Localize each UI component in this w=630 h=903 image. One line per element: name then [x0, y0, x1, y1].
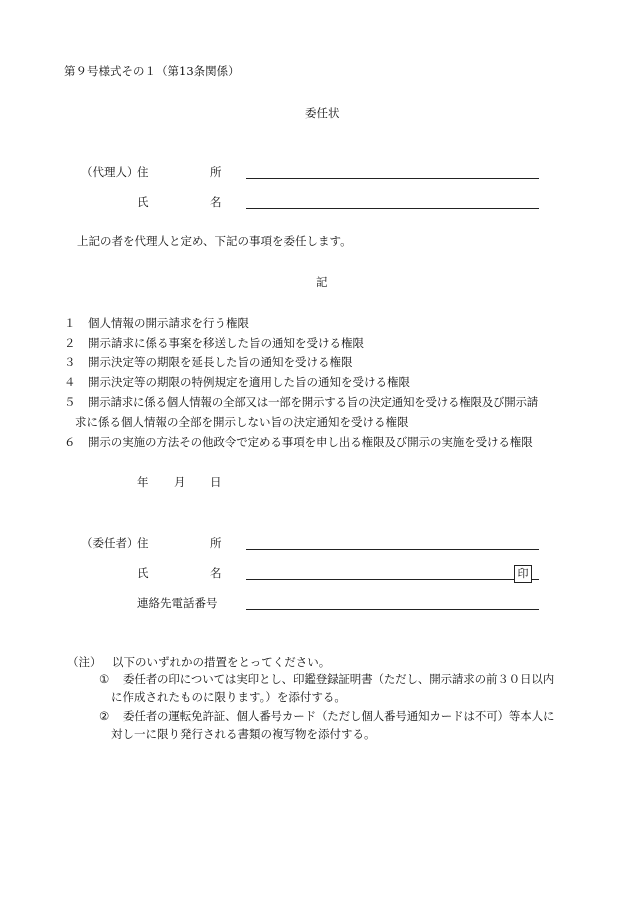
item-number: ４ [64, 375, 76, 389]
principal-address-label-2: 所 [210, 536, 222, 550]
note-1-text-continuation: に作成されたものに限ります。）を添付する。 [111, 690, 346, 704]
notes-intro: 以下のいずれかの措置をとってください。 [112, 655, 331, 669]
item-number: ６ [64, 435, 76, 449]
principal-name-label-1: 氏 [137, 566, 149, 580]
ki-heading: 記 [316, 275, 328, 289]
date-year-label: 年 [137, 475, 149, 489]
note-1-mark: ① [99, 672, 110, 686]
item-text: 個人情報の開示請求を行う権限 [88, 316, 249, 330]
agent-name-field-line[interactable] [246, 208, 539, 209]
delegation-statement: 上記の者を代理人と定め、下記の事項を委任します。 [77, 234, 352, 248]
note-2-text: 委任者の運転免許証、個人番号カード（ただし個人番号通知カードは不可）等本人に [123, 709, 555, 723]
item-text: 開示決定等の期限を延長した旨の通知を受ける権限 [88, 355, 353, 369]
item-number: ５ [64, 395, 76, 409]
item-number: １ [64, 316, 76, 330]
phone-field-line[interactable] [246, 609, 539, 610]
item-text: 開示請求に係る個人情報の全部又は一部を開示する旨の決定通知を受ける権限及び開示請 [88, 395, 538, 409]
principal-address-field-line[interactable] [246, 549, 539, 550]
item-text: 開示決定等の期限の特例規定を適用した旨の通知を受ける権限 [88, 375, 410, 389]
notes-label: （注） [67, 655, 102, 669]
note-2-text-continuation: 対し一に限り発行される書類の複写物を添付する。 [111, 727, 376, 741]
principal-role-label: （委任者） [81, 536, 139, 550]
agent-name-label-2: 名 [210, 195, 222, 209]
phone-label: 連絡先電話番号 [137, 596, 218, 610]
note-2-mark: ② [99, 709, 110, 723]
item-text-continuation: 求に係る個人情報の全部を開示しない旨の決定通知を受ける権限 [75, 415, 409, 429]
principal-name-label-2: 名 [210, 566, 222, 580]
date-month-label: 月 [174, 475, 186, 489]
seal-mark: 印 [514, 565, 532, 583]
agent-address-field-line[interactable] [246, 178, 539, 179]
principal-address-label-1: 住 [137, 536, 149, 550]
item-number: ３ [64, 355, 76, 369]
agent-address-label-1: 住 [137, 165, 149, 179]
principal-name-field-line[interactable] [246, 579, 539, 580]
form-number: 第９号様式その１（第13条関係） [64, 64, 240, 78]
item-number: ２ [64, 336, 76, 350]
agent-name-label-1: 氏 [137, 195, 149, 209]
item-text: 開示請求に係る事案を移送した旨の通知を受ける権限 [88, 336, 364, 350]
note-1-text: 委任者の印については実印とし、印鑑登録証明書（ただし、開示請求の前３０日以内 [123, 672, 555, 686]
agent-role-label: （代理人） [81, 165, 139, 179]
date-day-label: 日 [210, 475, 222, 489]
document-title: 委任状 [305, 106, 340, 120]
item-text: 開示の実施の方法その他政令で定める事項を申し出る権限及び開示の実施を受ける権限 [88, 435, 533, 449]
agent-address-label-2: 所 [210, 165, 222, 179]
